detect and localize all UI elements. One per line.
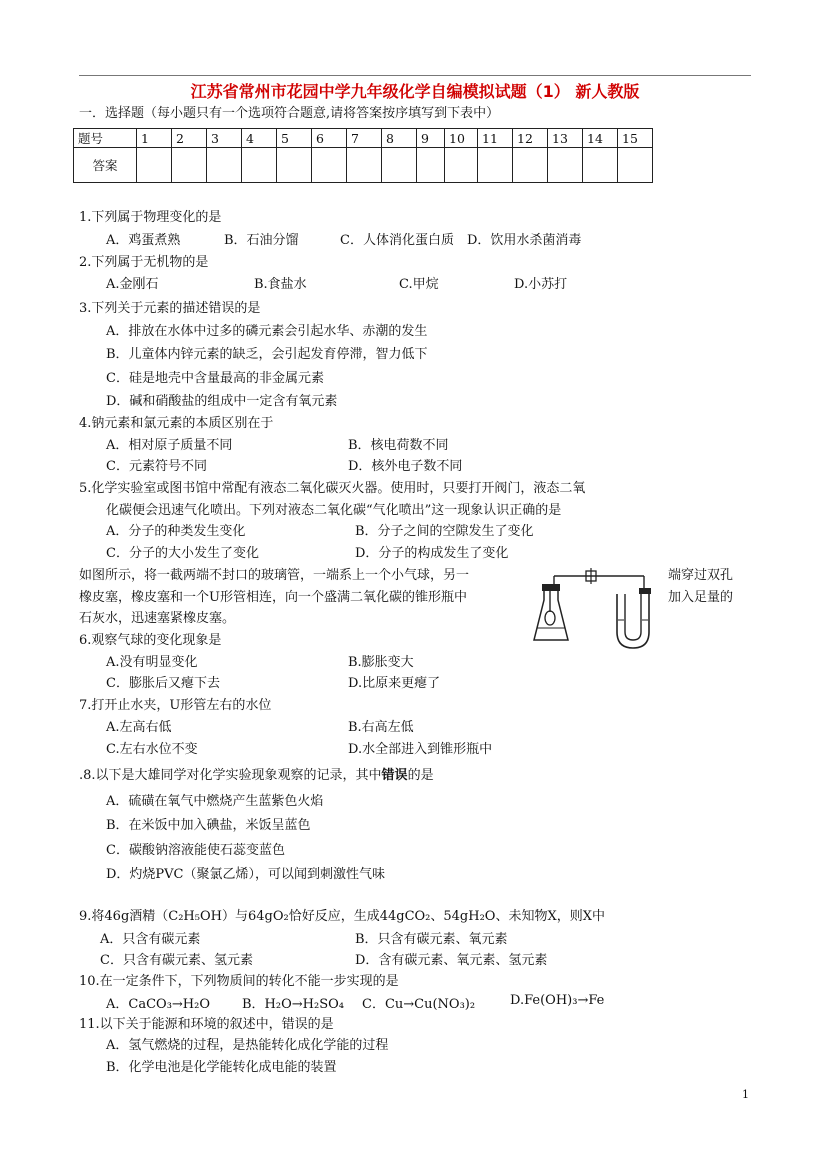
- question-3-option-b: B．儿童体内锌元素的缺乏，会引起发育停滞，智力低下: [106, 347, 428, 362]
- question-10-option-d: D.Fe(OH)₃→Fe: [510, 993, 605, 1008]
- answer-cell[interactable]: [417, 148, 445, 183]
- question-4-option-d: D．核外电子数不同: [348, 459, 463, 474]
- table-cell: 5: [277, 129, 312, 148]
- table-cell: 12: [513, 129, 548, 148]
- question-7-option-c: C.左右水位不变: [106, 742, 198, 757]
- question-5-stem-line1: 5.化学实验室或图书馆中常配有液态二氧化碳灭火器。使用时，只要打开阀门，液态二氧: [79, 481, 586, 496]
- table-cell: 15: [618, 129, 653, 148]
- question-7-option-d: D.水全部进入到锥形瓶中: [348, 742, 493, 757]
- question-7-option-a: A.左高右低: [106, 720, 172, 735]
- intro-line1: 如图所示，将一截两端不封口的玻璃管，一端系上一个小气球，另一: [79, 568, 470, 583]
- question-8-option-a: A．硫磺在氧气中燃烧产生蓝紫色火焰: [106, 794, 324, 809]
- question-6-option-c: C．膨胀后又瘪下去: [106, 676, 220, 691]
- header-rule: [79, 75, 751, 76]
- apparatus-figure: [532, 560, 662, 652]
- answer-cell[interactable]: [347, 148, 382, 183]
- question-9-option-d: D．含有碳元素、氧元素、氢元素: [355, 953, 548, 968]
- question-7-stem: 7.打开止水夹，U形管左右的水位: [79, 698, 272, 713]
- question-2-stem: 2.下列属于无机物的是: [79, 255, 209, 270]
- question-7-option-b: B.右高左低: [348, 720, 414, 735]
- answer-cell[interactable]: [172, 148, 207, 183]
- table-cell: 14: [583, 129, 618, 148]
- answer-cell[interactable]: [618, 148, 653, 183]
- question-11-option-a: A．氢气燃烧的过程，是热能转化成化学能的过程: [106, 1038, 389, 1053]
- question-8-option-d: D．灼烧PVC（聚氯乙烯），可以闻到刺激性气味: [106, 867, 386, 882]
- answer-cell[interactable]: [513, 148, 548, 183]
- intro-line3: 石灰水，迅速塞紧橡皮塞。: [79, 611, 236, 626]
- table-cell: 1: [137, 129, 172, 148]
- question-1-option-a: A．鸡蛋煮熟: [106, 233, 181, 248]
- table-cell: 答案: [74, 148, 137, 183]
- answer-table: [73, 128, 653, 183]
- answer-cell[interactable]: [478, 148, 513, 183]
- answer-cell[interactable]: [312, 148, 347, 183]
- question-1-option-c: C．人体消化蛋白质: [340, 233, 454, 248]
- question-6-option-d: D.比原来更瘪了: [348, 676, 441, 691]
- question-4-option-a: A．相对原子质量不同: [106, 438, 233, 453]
- question-9-option-b: B．只含有碳元素、氧元素: [355, 932, 508, 947]
- question-2-option-c: C.甲烷: [399, 277, 439, 292]
- table-cell: 7: [347, 129, 382, 148]
- answer-cell[interactable]: [137, 148, 172, 183]
- intro-line1-tail: 端穿过双孔: [668, 568, 734, 583]
- table-cell: 10: [445, 129, 478, 148]
- question-5-option-b: B．分子之间的空隙发生了变化: [355, 524, 534, 539]
- table-cell: 4: [242, 129, 277, 148]
- question-6-option-b: B.膨胀变大: [348, 655, 414, 670]
- question-10-stem: 10.在一定条件下，下列物质间的转化不能一步实现的是: [79, 974, 399, 989]
- answer-cell[interactable]: [445, 148, 478, 183]
- question-1-stem: 1.下列属于物理变化的是: [79, 210, 222, 225]
- erlenmeyer-flask: [534, 590, 568, 640]
- table-cell: 8: [382, 129, 417, 148]
- answer-cell[interactable]: [548, 148, 583, 183]
- question-4-option-b: B．核电荷数不同: [348, 438, 449, 453]
- question-4-stem: 4.钠元素和氯元素的本质区别在于: [79, 416, 274, 431]
- question-9-option-a: A．只含有碳元素: [100, 932, 201, 947]
- question-5-option-c: C．分子的大小发生了变化: [106, 546, 259, 561]
- question-5-stem-line2: 化碳便会迅速气化喷出。下列对液态二氧化碳“气化喷出”这一现象认识正确的是: [106, 503, 562, 518]
- answer-cell[interactable]: [277, 148, 312, 183]
- question-11-option-b: B．化学电池是化学能转化成电能的装置: [106, 1060, 337, 1075]
- page-number: 1: [742, 1088, 749, 1101]
- table-cell: 2: [172, 129, 207, 148]
- answer-cell[interactable]: [583, 148, 618, 183]
- answer-cell[interactable]: [207, 148, 242, 183]
- question-3-stem: 3.下列关于元素的描述错误的是: [79, 301, 261, 316]
- question-8-option-c: C．碳酸钠溶液能使石蕊变蓝色: [106, 843, 285, 858]
- question-8-stem: [79, 764, 434, 783]
- question-10-option-b: B．H₂O→H₂SO₄: [242, 997, 344, 1012]
- question-6-stem: 6.观察气球的变化现象是: [79, 633, 222, 648]
- question-9-option-c: C．只含有碳元素、氢元素: [100, 953, 253, 968]
- rubber-stopper: [542, 584, 560, 591]
- table-cell: 11: [478, 129, 513, 148]
- balloon: [545, 611, 555, 625]
- answer-cell[interactable]: [382, 148, 417, 183]
- question-8-option-b: B．在米饭中加入碘盐，米饭呈蓝色: [106, 818, 311, 833]
- question-3-option-d: D．碱和硝酸盐的组成中一定含有氧元素: [106, 394, 338, 409]
- question-6-option-a: A.没有明显变化: [106, 655, 198, 670]
- question-8-stem-text: .8.以下是大雄同学对化学实验现象观察的记录，其中: [79, 768, 382, 783]
- question-9-stem: 9.将46g酒精（C₂H₅OH）与64gO₂恰好反应，生成44gCO₂、54gH₂O、未知物X，则X中: [79, 909, 605, 924]
- page-title: 江苏省常州市花园中学九年级化学自编模拟试题（1） 新人教版: [190, 82, 640, 101]
- question-4-option-c: C．元素符号不同: [106, 459, 207, 474]
- question-8-stem-end: 的是: [407, 768, 434, 783]
- question-8-emphasis: 错误: [381, 768, 408, 783]
- question-5-option-a: A．分子的种类发生变化: [106, 524, 246, 539]
- table-cell: 13: [548, 129, 583, 148]
- question-5-option-d: D．分子的构成发生了变化: [355, 546, 509, 561]
- table-cell: 题号: [74, 129, 137, 148]
- section-heading: 一．选择题（每小题只有一个选项符合题意,请将答案按序填写到下表中）: [79, 106, 500, 121]
- table-cell: 9: [417, 129, 445, 148]
- table-cell: 6: [312, 129, 347, 148]
- table-cell: 3: [207, 129, 242, 148]
- answer-cell[interactable]: [242, 148, 277, 183]
- question-11-stem: 11.以下关于能源和环境的叙述中，错误的是: [79, 1017, 334, 1032]
- table-row: [74, 129, 653, 148]
- question-3-option-a: A．排放在水体中过多的磷元素会引起水华、赤潮的发生: [106, 324, 428, 339]
- question-10-option-c: C．Cu→Cu(NO₃)₂: [362, 997, 476, 1012]
- question-3-option-c: C．硅是地壳中含量最高的非金属元素: [106, 371, 324, 386]
- question-2-option-a: A.金刚石: [106, 277, 159, 292]
- intro-line2: 橡皮塞，橡皮塞和一个U形管相连，向一个盛满二氧化碳的锥形瓶中: [79, 590, 467, 605]
- question-1-option-b: B．石油分馏: [224, 233, 299, 248]
- question-2-option-d: D.小苏打: [514, 277, 568, 292]
- intro-line2-tail: 加入足量的: [668, 590, 734, 605]
- question-2-option-b: B.食盐水: [254, 277, 307, 292]
- question-1-option-d: D．饮用水杀菌消毒: [467, 233, 582, 248]
- question-10-option-a: A．CaCO₃→H₂O: [106, 997, 211, 1012]
- table-row: [74, 148, 653, 183]
